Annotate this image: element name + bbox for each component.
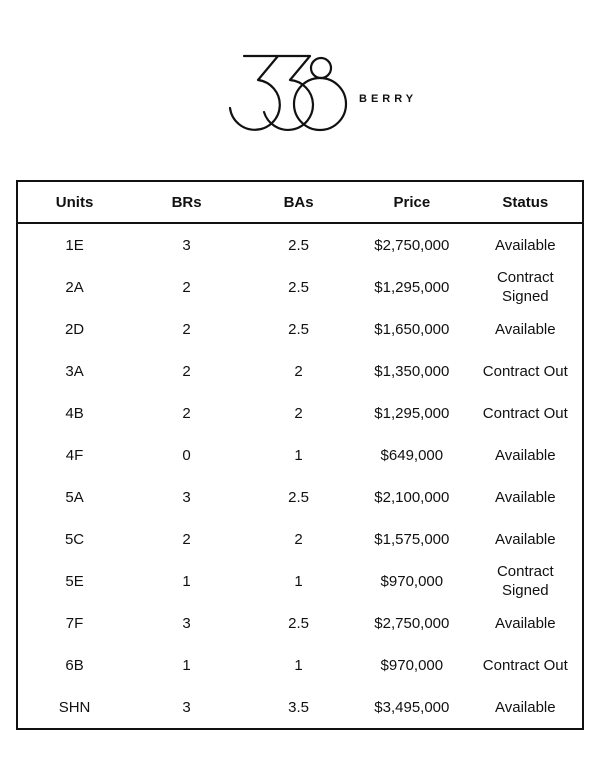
table-header-row <box>17 181 583 223</box>
status-text: Available <box>495 488 556 506</box>
cell-unit: 4B <box>65 404 84 422</box>
cell-status <box>469 686 583 729</box>
table-row <box>17 350 583 392</box>
table-row <box>17 266 583 308</box>
table-row <box>17 434 583 476</box>
cell-brs: 0 <box>182 446 191 464</box>
cell-bas: 1 <box>294 656 303 674</box>
cell-price: $1,350,000 <box>374 362 450 380</box>
brand-logo <box>0 48 600 148</box>
cell-unit: 5E <box>65 572 84 590</box>
cell-bas: 2.5 <box>288 614 310 632</box>
cell-bas: 1 <box>294 446 303 464</box>
status-text: Available <box>495 446 556 464</box>
table-row <box>17 602 583 644</box>
header-status: Status <box>469 181 583 223</box>
cell-price: $649,000 <box>380 446 444 464</box>
cell-brs: 2 <box>182 320 191 338</box>
cell-price: $1,295,000 <box>374 278 450 296</box>
cell-status <box>469 392 583 434</box>
cell-price: $970,000 <box>380 572 444 590</box>
cell-price: $1,295,000 <box>374 404 450 422</box>
status-text: Contract Out <box>482 656 568 674</box>
cell-price: $1,575,000 <box>374 530 450 548</box>
cell-status <box>469 476 583 518</box>
table-row <box>17 644 583 686</box>
cell-status <box>469 518 583 560</box>
status-text: Available <box>495 320 556 338</box>
cell-brs: 2 <box>182 362 191 380</box>
header-price: Price <box>355 181 469 223</box>
status-text: Contract Out <box>482 404 568 422</box>
header-brs: BRs <box>131 181 242 223</box>
cell-unit: 6B <box>65 656 84 674</box>
cell-price: $2,100,000 <box>374 488 450 506</box>
cell-bas: 2 <box>294 404 303 422</box>
cell-bas: 2 <box>294 362 303 380</box>
cell-brs: 1 <box>182 572 191 590</box>
cell-bas: 2.5 <box>288 236 310 254</box>
status-text: Contract Out <box>482 362 568 380</box>
cell-unit: 2A <box>65 278 84 296</box>
table-row <box>17 686 583 729</box>
cell-price: $970,000 <box>380 656 444 674</box>
cell-brs: 1 <box>182 656 191 674</box>
logo-338-mark <box>226 48 352 138</box>
header-bas: BAs <box>242 181 355 223</box>
cell-price: $3,495,000 <box>374 698 450 716</box>
cell-unit: 7F <box>65 614 84 632</box>
cell-brs: 2 <box>182 404 191 422</box>
cell-status <box>469 266 583 308</box>
cell-bas: 2.5 <box>288 278 310 296</box>
cell-status <box>469 434 583 476</box>
cell-status <box>469 602 583 644</box>
cell-unit: 3A <box>65 362 84 380</box>
cell-unit: 1E <box>65 236 84 254</box>
cell-unit: 4F <box>65 446 84 464</box>
table-row <box>17 308 583 350</box>
table-row <box>17 392 583 434</box>
cell-bas: 2.5 <box>288 320 310 338</box>
cell-status <box>469 644 583 686</box>
status-text: Contract Signed <box>496 269 554 305</box>
table-row <box>17 223 583 266</box>
cell-brs: 3 <box>182 236 191 254</box>
cell-unit: 5A <box>65 488 84 506</box>
cell-brs: 3 <box>182 698 191 716</box>
status-text: Available <box>495 236 556 254</box>
cell-unit: 5C <box>64 530 85 548</box>
cell-bas: 2.5 <box>288 488 310 506</box>
status-text: Available <box>495 530 556 548</box>
table-row <box>17 560 583 602</box>
status-text: Available <box>495 614 556 632</box>
status-text: Available <box>495 698 556 716</box>
cell-brs: 3 <box>182 614 191 632</box>
units-table <box>16 180 584 730</box>
cell-bas: 2 <box>294 530 303 548</box>
cell-price: $2,750,000 <box>374 614 450 632</box>
cell-status <box>469 223 583 266</box>
cell-price: $2,750,000 <box>374 236 450 254</box>
cell-brs: 3 <box>182 488 191 506</box>
header-units: Units <box>17 181 131 223</box>
cell-price: $1,650,000 <box>374 320 450 338</box>
cell-unit: SHN <box>58 698 91 716</box>
cell-brs: 2 <box>182 530 191 548</box>
cell-bas: 1 <box>294 572 303 590</box>
table-row <box>17 476 583 518</box>
cell-brs: 2 <box>182 278 191 296</box>
cell-status <box>469 350 583 392</box>
table-body <box>17 223 583 729</box>
brand-wordmark: BERRY <box>359 93 418 105</box>
table-row <box>17 518 583 560</box>
cell-unit: 2D <box>64 320 85 338</box>
status-text: Contract Signed <box>496 563 554 599</box>
cell-status <box>469 560 583 602</box>
cell-bas: 3.5 <box>288 698 310 716</box>
cell-status <box>469 308 583 350</box>
